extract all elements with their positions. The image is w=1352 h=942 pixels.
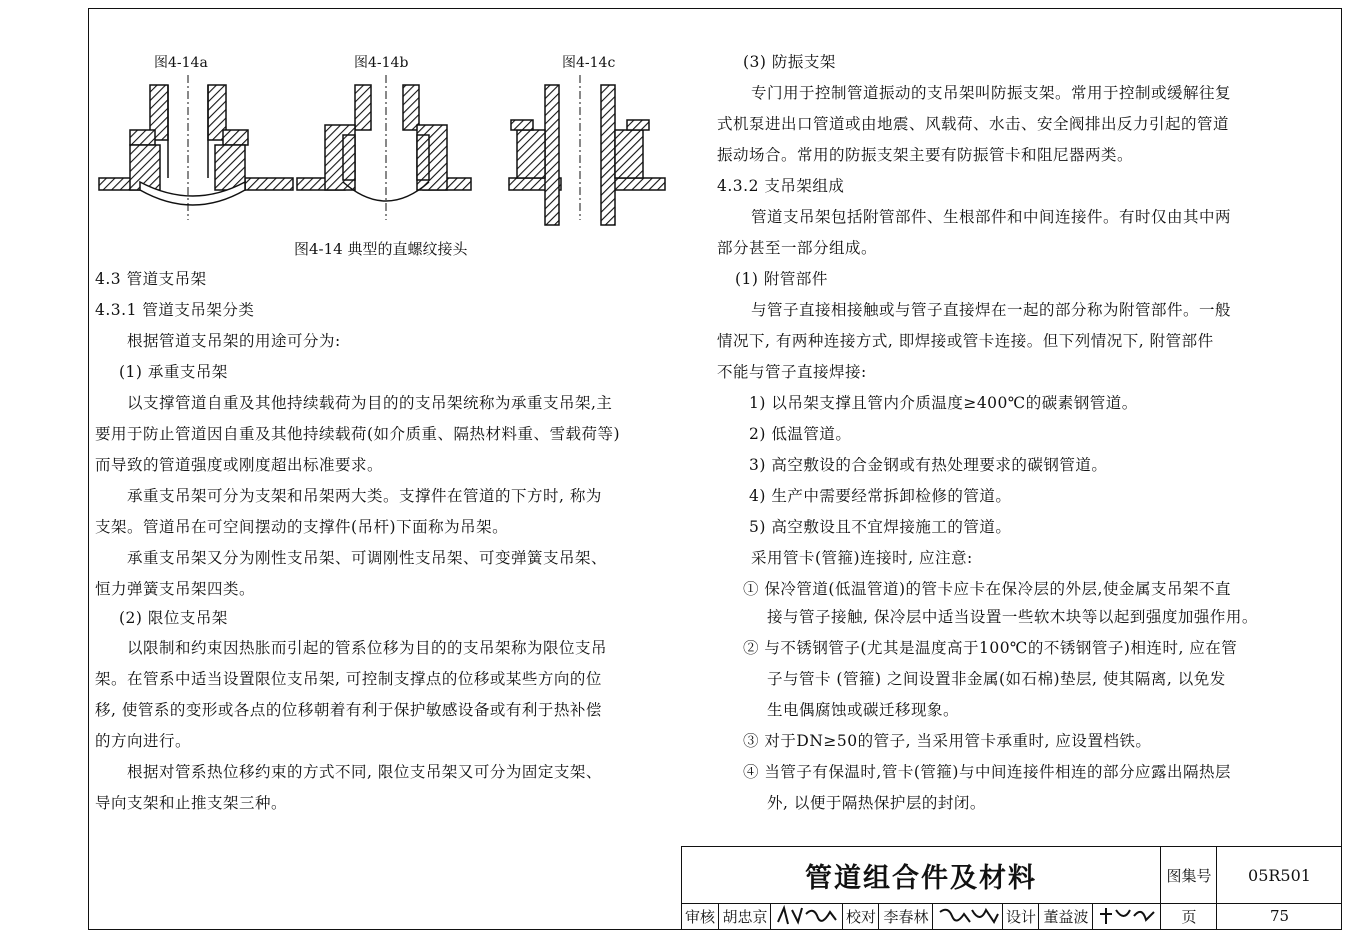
figure-c-label: 图4-14c — [562, 55, 616, 71]
list-item: ④ 当管子有保温时,管卡(管箍)与中间连接件相连的部分应露出隔热层 — [743, 763, 1231, 781]
list-item: 接与管子接触, 保冷层中适当设置一些软木块等以起到强度加强作用。 — [767, 608, 1258, 626]
paragraph-line: 部分甚至一部分组成。 — [717, 239, 878, 257]
paragraph-line: 承重支吊架又分为刚性支吊架、可调刚性支吊架、可变弹簧支吊架、 — [127, 549, 608, 567]
paragraph-line: 采用管卡(管箍)连接时, 应注意: — [751, 549, 973, 567]
paragraph-line: 与管子直接相接触或与管子直接焊在一起的部分称为附管部件。一般 — [751, 301, 1232, 319]
paragraph-line: 专门用于控制管道振动的支吊架叫防振支架。常用于控制或缓解往复 — [751, 84, 1232, 102]
design-label: 设计 — [1002, 903, 1039, 929]
drawing-title: 管道组合件及材料 — [805, 862, 1037, 894]
paragraph-line: 移, 使管系的变形或各点的位移朝着有利于保护敏感设备或有利于热补偿 — [95, 701, 602, 719]
section-heading: 4.3 管道支吊架 — [95, 270, 207, 288]
list-item: 2) 低温管道。 — [749, 425, 852, 443]
paragraph-line: 式机泵进出口管道或由地震、风载荷、水击、安全阀排出反力引起的管道 — [717, 115, 1230, 133]
paragraph-line: 情况下, 有两种连接方式, 即焊接或管卡连接。但下列情况下, 附管部件 — [717, 332, 1214, 350]
check-label: 校对 — [842, 903, 879, 929]
figure-b-label: 图4-14b — [354, 55, 409, 71]
paragraph-line: 振动场合。常用的防振支架主要有防振管卡和阻尼器两类。 — [717, 146, 1134, 164]
page-number: 75 — [1216, 903, 1342, 929]
figure-caption: 图4-14 典型的直螺纹接头 — [294, 240, 468, 258]
page-label: 页 — [1160, 903, 1217, 929]
item-heading: (1) 承重支吊架 — [119, 363, 228, 381]
designer-name: 董益波 — [1038, 903, 1093, 929]
paragraph-line: 承重支吊架可分为支架和吊架两大类。支撑件在管道的下方时, 称为 — [127, 487, 602, 505]
list-item: ② 与不锈钢管子(尤其是温度高于100℃的不锈钢管子)相连时, 应在管 — [743, 639, 1238, 657]
checker-signature — [932, 903, 1003, 929]
paragraph-line: 的方向进行。 — [95, 732, 192, 750]
figure-a-label: 图4-14a — [154, 55, 208, 71]
atlas-label: 图集号 — [1160, 847, 1217, 903]
reviewer-name: 胡忠京 — [718, 903, 771, 929]
item-heading: (1) 附管部件 — [735, 270, 828, 288]
paragraph-line: 不能与管子直接焊接: — [717, 363, 867, 381]
designer-signature — [1092, 903, 1161, 929]
paragraph-line: 而导致的管道强度或刚度超出标准要求。 — [95, 456, 384, 474]
title-block-row-top — [681, 846, 1342, 904]
paragraph-line: 以支撑管道自重及其他持续载荷为目的的支吊架统称为承重支吊架,主 — [127, 394, 613, 412]
paragraph-line: 要用于防止管道因自重及其他持续载荷(如介质重、隔热材料重、雪载荷等) — [95, 425, 621, 443]
list-item: 3) 高空敷设的合金钢或有热处理要求的碳钢管道。 — [749, 456, 1108, 474]
paragraph-line: 导向支架和止推支架三种。 — [95, 794, 288, 812]
review-label: 审核 — [684, 907, 715, 926]
title-block-row-bottom — [681, 903, 1342, 930]
list-item: ③ 对于DN≥50的管子, 当采用管卡承重时, 应设置档铁。 — [743, 732, 1152, 750]
item-heading: (2) 限位支吊架 — [119, 609, 228, 627]
reviewer-signature — [770, 903, 843, 929]
list-item: 子与管卡 (管箍) 之间设置非金属(如石棉)垫层, 使其隔离, 以免发 — [767, 670, 1226, 688]
paragraph-line: 根据管道支吊架的用途可分为: — [127, 332, 341, 350]
list-item: 外, 以便于隔热保护层的封闭。 — [767, 794, 986, 812]
figure-b-drawing — [297, 75, 471, 220]
paragraph-line: 管道支吊架包括附管部件、生根部件和中间连接件。有时仅由其中两 — [751, 208, 1232, 226]
checker-name: 李春林 — [878, 903, 933, 929]
paragraph-line: 恒力弹簧支吊架四类。 — [95, 580, 256, 598]
list-item: 生电偶腐蚀或碳迁移现象。 — [767, 701, 960, 719]
figure-c-drawing — [509, 75, 665, 225]
atlas-number: 05R501 — [1216, 847, 1342, 903]
list-item: 4) 生产中需要经常拆卸检修的管道。 — [749, 487, 1012, 505]
paragraph-line: 架。在管系中适当设置限位支吊架, 可控制支撑点的位移或某些方向的位 — [95, 670, 602, 688]
paragraph-line: 支架。管道吊在可空间摆动的支撑件(吊杆)下面称为吊架。 — [95, 518, 509, 536]
subsection-heading: 4.3.1 管道支吊架分类 — [95, 301, 255, 319]
subsection-heading: 4.3.2 支吊架组成 — [717, 177, 845, 195]
figure-a-drawing — [99, 75, 293, 220]
list-item: 5) 高空敷设且不宜焊接施工的管道。 — [749, 518, 1012, 536]
paragraph-line: 以限制和约束因热胀而引起的管系位移为目的的支吊架称为限位支吊 — [127, 639, 608, 657]
threaded-joint-figures — [95, 70, 675, 230]
paragraph-line: 根据对管系热位移约束的方式不同, 限位支吊架又可分为固定支架、 — [127, 763, 602, 781]
item-heading: (3) 防振支架 — [743, 53, 836, 71]
list-item: 1) 以吊架支撑且管内介质温度≥400℃的碳素钢管道。 — [749, 394, 1138, 412]
list-item: ① 保冷管道(低温管道)的管卡应卡在保冷层的外层,使金属支吊架不直 — [743, 580, 1231, 598]
title-block — [681, 846, 1342, 930]
